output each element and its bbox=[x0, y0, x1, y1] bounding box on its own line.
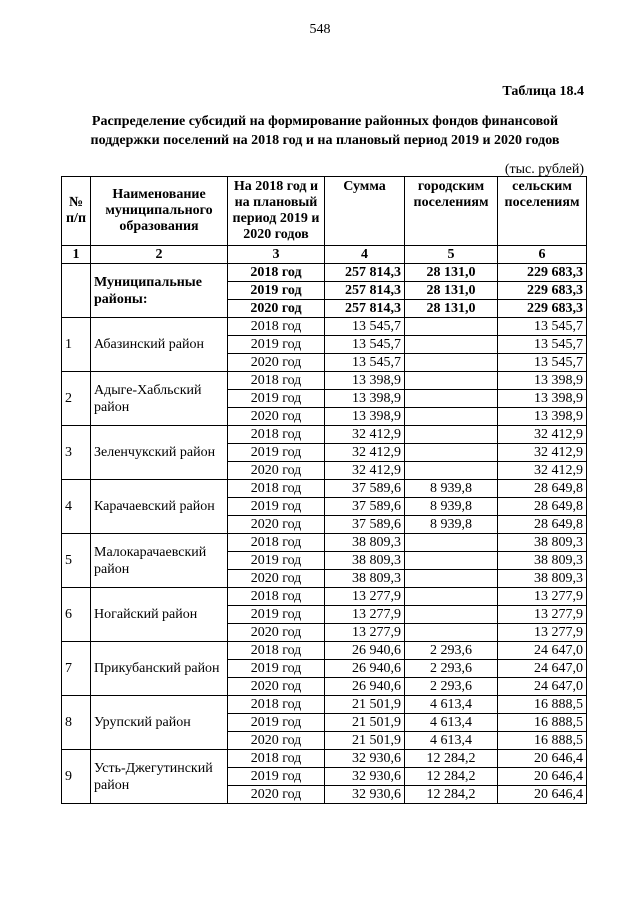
row-number: 9 bbox=[62, 750, 91, 804]
year-cell: 2020 год bbox=[228, 786, 325, 804]
year-cell: 2018 год bbox=[228, 642, 325, 660]
rural-cell: 229 683,3 bbox=[498, 282, 587, 300]
table-label: Таблица 18.4 bbox=[502, 84, 584, 99]
document-title: Распределение субсидий на формирование районных фондов финансовой поддержки поселений на 2018 год и на плановый период 2019 и 2020 годов bbox=[90, 114, 560, 148]
table-row bbox=[62, 696, 587, 714]
row-number bbox=[62, 264, 91, 318]
urban-cell bbox=[405, 534, 498, 552]
sum-cell: 32 930,6 bbox=[325, 786, 405, 804]
sum-cell: 13 277,9 bbox=[325, 588, 405, 606]
year-cell: 2018 год bbox=[228, 264, 325, 282]
sum-cell: 13 398,9 bbox=[325, 408, 405, 426]
urban-cell bbox=[405, 408, 498, 426]
urban-cell: 4 613,4 bbox=[405, 732, 498, 750]
year-cell: 2019 год bbox=[228, 390, 325, 408]
urban-cell bbox=[405, 444, 498, 462]
urban-cell bbox=[405, 372, 498, 390]
rural-cell: 13 277,9 bbox=[498, 606, 587, 624]
row-number: 6 bbox=[62, 588, 91, 642]
rural-cell: 16 888,5 bbox=[498, 732, 587, 750]
year-cell: 2019 год bbox=[228, 336, 325, 354]
urban-cell bbox=[405, 318, 498, 336]
sum-cell: 26 940,6 bbox=[325, 678, 405, 696]
urban-cell bbox=[405, 426, 498, 444]
sum-cell: 13 277,9 bbox=[325, 624, 405, 642]
column-number: 3 bbox=[228, 246, 325, 264]
rural-cell: 32 412,9 bbox=[498, 444, 587, 462]
row-number: 8 bbox=[62, 696, 91, 750]
sum-cell: 32 930,6 bbox=[325, 768, 405, 786]
rural-cell: 13 277,9 bbox=[498, 588, 587, 606]
district-name: Муниципальные районы: bbox=[91, 264, 228, 318]
sum-cell: 26 940,6 bbox=[325, 642, 405, 660]
rural-cell: 38 809,3 bbox=[498, 570, 587, 588]
rural-cell: 38 809,3 bbox=[498, 552, 587, 570]
urban-cell bbox=[405, 354, 498, 372]
header-rural: сельским поселениям bbox=[498, 177, 587, 246]
page-number: 548 bbox=[309, 22, 331, 37]
row-number: 3 bbox=[62, 426, 91, 480]
table-row bbox=[62, 750, 587, 768]
table-row bbox=[62, 642, 587, 660]
sum-cell: 13 277,9 bbox=[325, 606, 405, 624]
urban-cell: 4 613,4 bbox=[405, 696, 498, 714]
column-number: 6 bbox=[498, 246, 587, 264]
rural-cell: 24 647,0 bbox=[498, 660, 587, 678]
urban-cell: 2 293,6 bbox=[405, 642, 498, 660]
total-row bbox=[62, 264, 587, 282]
rural-cell: 229 683,3 bbox=[498, 300, 587, 318]
district-name: Зеленчукский район bbox=[91, 426, 228, 480]
subsidy-table bbox=[61, 176, 587, 804]
urban-cell: 8 939,8 bbox=[405, 498, 498, 516]
urban-cell: 8 939,8 bbox=[405, 516, 498, 534]
year-cell: 2018 год bbox=[228, 372, 325, 390]
year-cell: 2019 год bbox=[228, 444, 325, 462]
district-name: Карачаевский район bbox=[91, 480, 228, 534]
column-number: 2 bbox=[91, 246, 228, 264]
urban-cell: 2 293,6 bbox=[405, 678, 498, 696]
sum-cell: 38 809,3 bbox=[325, 552, 405, 570]
sum-cell: 13 545,7 bbox=[325, 336, 405, 354]
table-row bbox=[62, 588, 587, 606]
year-cell: 2020 год bbox=[228, 408, 325, 426]
sum-cell: 37 589,6 bbox=[325, 516, 405, 534]
rural-cell: 13 398,9 bbox=[498, 408, 587, 426]
urban-cell bbox=[405, 606, 498, 624]
urban-cell: 28 131,0 bbox=[405, 282, 498, 300]
year-cell: 2020 год bbox=[228, 300, 325, 318]
rural-cell: 13 545,7 bbox=[498, 354, 587, 372]
urban-cell bbox=[405, 588, 498, 606]
table-row bbox=[62, 534, 587, 552]
urban-cell: 28 131,0 bbox=[405, 264, 498, 282]
sum-cell: 37 589,6 bbox=[325, 480, 405, 498]
year-cell: 2019 год bbox=[228, 768, 325, 786]
row-number: 4 bbox=[62, 480, 91, 534]
district-name: Урупский район bbox=[91, 696, 228, 750]
rural-cell: 32 412,9 bbox=[498, 426, 587, 444]
district-name: Ногайский район bbox=[91, 588, 228, 642]
urban-cell: 12 284,2 bbox=[405, 786, 498, 804]
year-cell: 2019 год bbox=[228, 606, 325, 624]
urban-cell bbox=[405, 624, 498, 642]
sum-cell: 21 501,9 bbox=[325, 696, 405, 714]
sum-cell: 21 501,9 bbox=[325, 714, 405, 732]
sum-cell: 13 545,7 bbox=[325, 318, 405, 336]
rural-cell: 32 412,9 bbox=[498, 462, 587, 480]
year-cell: 2020 год bbox=[228, 678, 325, 696]
year-cell: 2018 год bbox=[228, 588, 325, 606]
urban-cell bbox=[405, 570, 498, 588]
urban-cell: 12 284,2 bbox=[405, 750, 498, 768]
urban-cell: 12 284,2 bbox=[405, 768, 498, 786]
rural-cell: 24 647,0 bbox=[498, 642, 587, 660]
year-cell: 2020 год bbox=[228, 516, 325, 534]
year-cell: 2019 год bbox=[228, 498, 325, 516]
header-name: Наименование муниципального образования bbox=[91, 177, 228, 246]
table-row bbox=[62, 372, 587, 390]
header-num: № п/п bbox=[62, 177, 91, 246]
rural-cell: 28 649,8 bbox=[498, 480, 587, 498]
district-name: Абазинский район bbox=[91, 318, 228, 372]
header-period: На 2018 год и на плановый период 2019 и 2020 годов bbox=[228, 177, 325, 246]
rural-cell: 229 683,3 bbox=[498, 264, 587, 282]
sum-cell: 37 589,6 bbox=[325, 498, 405, 516]
year-cell: 2020 год bbox=[228, 732, 325, 750]
rural-cell: 20 646,4 bbox=[498, 768, 587, 786]
year-cell: 2020 год bbox=[228, 624, 325, 642]
year-cell: 2019 год bbox=[228, 660, 325, 678]
year-cell: 2018 год bbox=[228, 318, 325, 336]
rural-cell: 38 809,3 bbox=[498, 534, 587, 552]
rural-cell: 13 277,9 bbox=[498, 624, 587, 642]
header-sum: Сумма bbox=[325, 177, 405, 246]
sum-cell: 38 809,3 bbox=[325, 534, 405, 552]
sum-cell: 13 398,9 bbox=[325, 390, 405, 408]
urban-cell: 28 131,0 bbox=[405, 300, 498, 318]
rural-cell: 13 545,7 bbox=[498, 336, 587, 354]
column-number: 4 bbox=[325, 246, 405, 264]
units-label: (тыс. рублей) bbox=[504, 162, 584, 177]
row-number: 5 bbox=[62, 534, 91, 588]
sum-cell: 26 940,6 bbox=[325, 660, 405, 678]
sum-cell: 32 930,6 bbox=[325, 750, 405, 768]
column-number: 5 bbox=[405, 246, 498, 264]
header-row bbox=[62, 177, 587, 246]
rural-cell: 20 646,4 bbox=[498, 786, 587, 804]
sum-cell: 32 412,9 bbox=[325, 462, 405, 480]
sum-cell: 38 809,3 bbox=[325, 570, 405, 588]
sum-cell: 21 501,9 bbox=[325, 732, 405, 750]
district-name: Прикубанский район bbox=[91, 642, 228, 696]
rural-cell: 20 646,4 bbox=[498, 750, 587, 768]
rural-cell: 13 545,7 bbox=[498, 318, 587, 336]
table-row bbox=[62, 318, 587, 336]
district-name: Адыге-Хабльский район bbox=[91, 372, 228, 426]
year-cell: 2019 год bbox=[228, 282, 325, 300]
urban-cell bbox=[405, 462, 498, 480]
table-row bbox=[62, 426, 587, 444]
sum-cell: 257 814,3 bbox=[325, 282, 405, 300]
year-cell: 2019 год bbox=[228, 552, 325, 570]
urban-cell bbox=[405, 390, 498, 408]
year-cell: 2020 год bbox=[228, 354, 325, 372]
urban-cell bbox=[405, 552, 498, 570]
year-cell: 2018 год bbox=[228, 480, 325, 498]
rural-cell: 28 649,8 bbox=[498, 516, 587, 534]
rural-cell: 16 888,5 bbox=[498, 696, 587, 714]
sum-cell: 32 412,9 bbox=[325, 426, 405, 444]
rural-cell: 16 888,5 bbox=[498, 714, 587, 732]
sum-cell: 32 412,9 bbox=[325, 444, 405, 462]
urban-cell: 4 613,4 bbox=[405, 714, 498, 732]
sum-cell: 257 814,3 bbox=[325, 300, 405, 318]
row-number: 7 bbox=[62, 642, 91, 696]
district-name: Малокарачаевский район bbox=[91, 534, 228, 588]
urban-cell bbox=[405, 336, 498, 354]
year-cell: 2020 год bbox=[228, 462, 325, 480]
row-number: 1 bbox=[62, 318, 91, 372]
header-urban: городским поселениям bbox=[405, 177, 498, 246]
year-cell: 2020 год bbox=[228, 570, 325, 588]
sum-cell: 13 398,9 bbox=[325, 372, 405, 390]
row-number: 2 bbox=[62, 372, 91, 426]
urban-cell: 8 939,8 bbox=[405, 480, 498, 498]
year-cell: 2018 год bbox=[228, 696, 325, 714]
rural-cell: 13 398,9 bbox=[498, 372, 587, 390]
district-name: Усть-Джегутинский район bbox=[91, 750, 228, 804]
rural-cell: 24 647,0 bbox=[498, 678, 587, 696]
year-cell: 2019 год bbox=[228, 714, 325, 732]
urban-cell: 2 293,6 bbox=[405, 660, 498, 678]
year-cell: 2018 год bbox=[228, 750, 325, 768]
column-number: 1 bbox=[62, 246, 91, 264]
year-cell: 2018 год bbox=[228, 426, 325, 444]
year-cell: 2018 год bbox=[228, 534, 325, 552]
rural-cell: 28 649,8 bbox=[498, 498, 587, 516]
table-row bbox=[62, 480, 587, 498]
column-number-row bbox=[62, 246, 587, 264]
sum-cell: 257 814,3 bbox=[325, 264, 405, 282]
sum-cell: 13 545,7 bbox=[325, 354, 405, 372]
rural-cell: 13 398,9 bbox=[498, 390, 587, 408]
